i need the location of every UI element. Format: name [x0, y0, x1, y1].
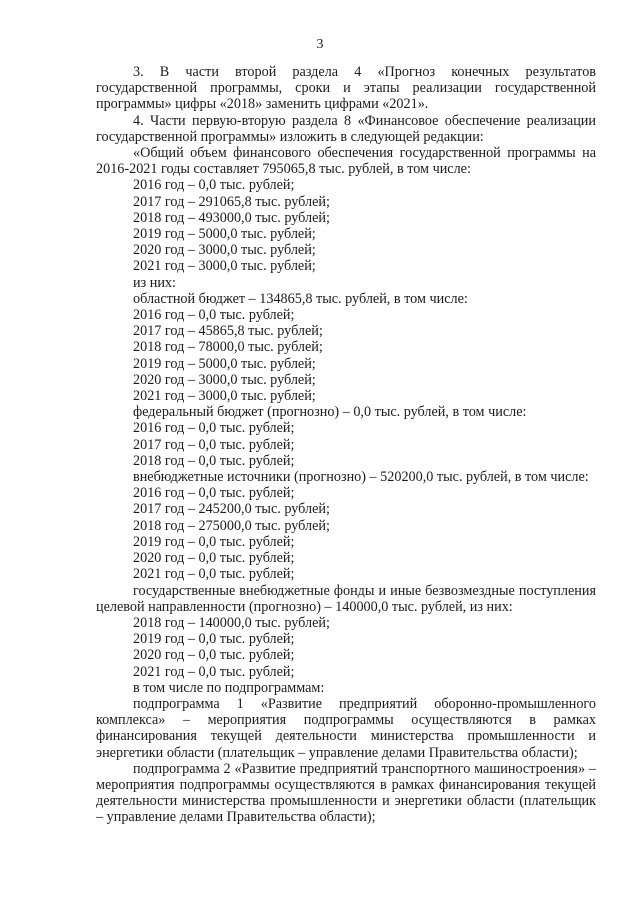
line-total-2017: 2017 год – 291065,8 тыс. рублей;: [133, 193, 330, 210]
paragraph-subprogram-2: подпрограмма 2 «Развитие предприятий транспортного машиностроения» – мероприятия подпрограммы осуществляются в рамках финансирования текущей деятельности министерства промышленности и энергетики области (плательщик – управление делами Правительства области);: [96, 760, 596, 826]
line-regional-2019: 2019 год – 5000,0 тыс. рублей;: [133, 355, 316, 372]
line-state-funds-2018: 2018 год – 140000,0 тыс. рублей;: [133, 614, 330, 631]
paragraph-item-3: 3. В части второй раздела 4 «Прогноз конечных результатов государственной программы, сроки и этапы реализации государственной программы» цифры «2018» заменить цифрами «2021».: [96, 64, 596, 113]
line-extrabudgetary-2017: 2017 год – 245200,0 тыс. рублей;: [133, 501, 330, 518]
line-regional-2021: 2021 год – 3000,0 тыс. рублей;: [133, 388, 316, 405]
document-body: [96, 64, 596, 826]
line-by-subprograms: в том числе по подпрограммам:: [133, 679, 325, 696]
line-regional-2020: 2020 год – 3000,0 тыс. рублей;: [133, 371, 316, 388]
line-regional-2017: 2017 год – 45865,8 тыс. рублей;: [133, 323, 323, 340]
line-federal-2018: 2018 год – 0,0 тыс. рублей;: [133, 452, 295, 469]
line-extrabudgetary-2018: 2018 год – 275000,0 тыс. рублей;: [133, 517, 330, 534]
line-state-funds-2020: 2020 год – 0,0 тыс. рублей;: [133, 647, 295, 664]
line-regional-budget: областной бюджет – 134865,8 тыс. рублей, в том числе:: [133, 290, 468, 307]
line-federal-2017: 2017 год – 0,0 тыс. рублей;: [133, 436, 295, 453]
paragraph-subprogram-1: подпрограмма 1 «Развитие предприятий оборонно-промышленного комплекса» – мероприятия подпрограммы осуществляются в рамках финансирования текущей деятельности министерства промышленности и энергетики области (плательщик – управление делами Правительства области);: [96, 695, 596, 761]
paragraph-state-funds: государственные внебюджетные фонды и иные безвозмездные поступления целевой направленности (прогнозно) – 140000,0 тыс. рублей, из них:: [96, 582, 596, 615]
line-of-which: из них:: [133, 274, 176, 291]
line-total-2021: 2021 год – 3000,0 тыс. рублей;: [133, 258, 316, 275]
line-regional-2018: 2018 год – 78000,0 тыс. рублей;: [133, 339, 323, 356]
line-state-funds-2021: 2021 год – 0,0 тыс. рублей;: [133, 663, 295, 680]
line-total-2016: 2016 год – 0,0 тыс. рублей;: [133, 177, 295, 194]
line-state-funds-2019: 2019 год – 0,0 тыс. рублей;: [133, 631, 295, 648]
paragraph-total-funding: «Общий объем финансового обеспечения государственной программы на 2016-2021 годы составляет 795065,8 тыс. рублей, в том числе:: [96, 145, 596, 178]
line-federal-budget: федеральный бюджет (прогнозно) – 0,0 тыс. рублей, в том числе:: [133, 404, 527, 421]
line-extrabudgetary: внебюджетные источники (прогнозно) – 520200,0 тыс. рублей, в том числе:: [133, 469, 589, 486]
line-extrabudgetary-2016: 2016 год – 0,0 тыс. рублей;: [133, 485, 295, 502]
paragraph-item-4: 4. Части первую-вторую раздела 8 «Финансовое обеспечение реализации государственной программы» изложить в следующей редакции:: [96, 112, 596, 145]
line-total-2018: 2018 год – 493000,0 тыс. рублей;: [133, 209, 330, 226]
line-total-2019: 2019 год – 5000,0 тыс. рублей;: [133, 226, 316, 243]
line-extrabudgetary-2020: 2020 год – 0,0 тыс. рублей;: [133, 550, 295, 567]
line-federal-2016: 2016 год – 0,0 тыс. рублей;: [133, 420, 295, 437]
line-total-2020: 2020 год – 3000,0 тыс. рублей;: [133, 242, 316, 259]
line-extrabudgetary-2019: 2019 год – 0,0 тыс. рублей;: [133, 533, 295, 550]
line-extrabudgetary-2021: 2021 год – 0,0 тыс. рублей;: [133, 566, 295, 583]
page-number: 3: [316, 37, 324, 52]
line-regional-2016: 2016 год – 0,0 тыс. рублей;: [133, 307, 295, 324]
